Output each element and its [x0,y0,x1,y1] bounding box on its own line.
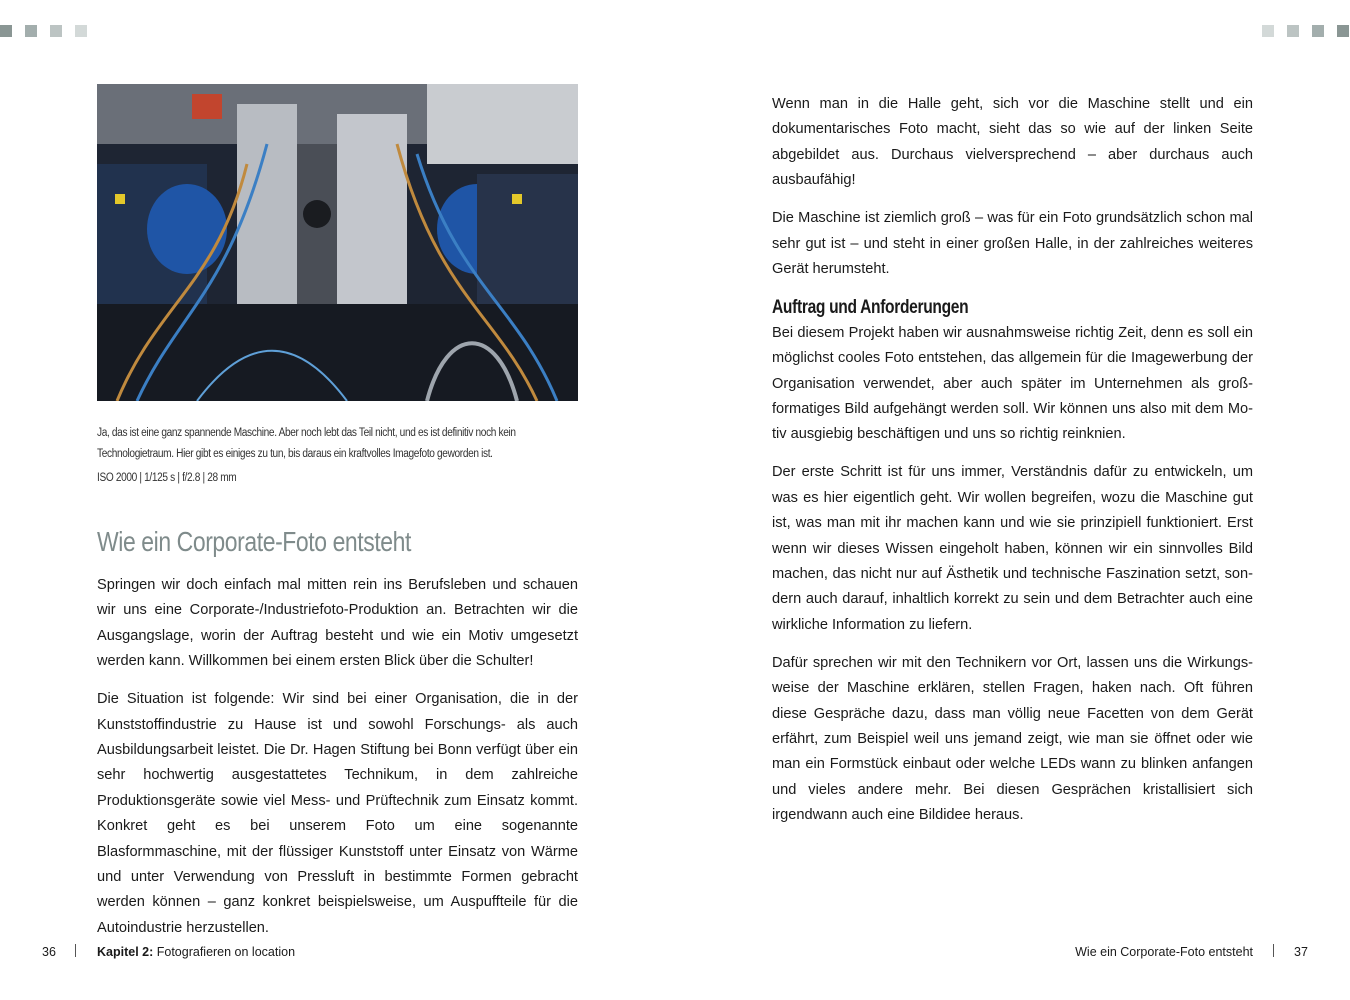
right-body [772,92,1253,841]
paragraph: Die Situation ist folgende: Wir sind bei einer Organisation, die in der Kunststoffindustrie zu Hause ist und sowohl Forschungs- als auch Ausbildungsarbeit leistet. Die Dr. Hagen Stiftung bei Bonn verfügt über ein sehr hochwertig ausgestattetes Technikum, in dem zahlreiche Produktionsgeräte sowie viel Mess- und Prüftechnik zum Einsatz kommt. Konkret geht es bei unserem Foto um eine sogenannte Blasformmaschine, mit der flüssiger Kunststoff unter Einsatz von Wärme und unter Verwendung von Pressluft in bestimmte Formen gebracht werden können – ganz konkret beispielsweise, um Auspuffteile für die Autoindustrie herzustellen. [97,691,578,936]
section-heading: Wie ein Corporate-Foto entsteht [97,526,411,557]
page-number-right: 37 [1294,945,1308,959]
footer-divider [1273,944,1274,957]
footer-chapter [97,945,295,959]
corner-square [75,25,87,37]
photo-caption: Ja, das ist eine ganz spannende Maschine. Aber noch lebt das Teil nicht, und es ist definitiv noch kein Technologietraum. Hier gibt es einiges zu tun, bis daraus ein kraftvolles Imagefoto geworden ist. [97,427,516,460]
paragraph: Der erste Schritt ist für uns immer, Verständnis dafür zu entwickeln, um was es hier eigentlich geht. Wir wollen begreifen, wozu die Maschine gut ist, was man mit ihr machen kann und wie sie prinzipiell funktioniert. Erst wenn wir dieses Wissen eingeholt haben, können wir ein sinnvolles Bild machen, das nicht nur auf Ästhetik und technische Faszination setzt, sondern auch darauf, inhaltlich korrekt zu sein und dem Betrachter auch eine wirkliche Information zu liefern. [772,464,1253,633]
photo-exif: ISO 2000 | 1/125 s | f/2.8 | 28 mm [97,472,237,484]
corner-square [25,25,37,37]
paragraph: Wenn man in die Halle geht, sich vor die Maschine stellt und ein dokumentarisches Foto macht, sieht das so wie auf der linken Seite abgebildet aus. Durchaus vielversprechend – aber durchaus auch ausbaufähig! [772,96,1253,189]
paragraph: Dafür sprechen wir mit den Technikern vor Ort, lassen uns die Wirkungsweise der Maschine erklären, stellen Fragen, haken nach. Oft führen diese Gespräche dazu, dass man völlig neue Facetten von dem Gerät erfährt, zum Beispiel weil uns jemand zeigt, wie man sie öffnet oder wie man ein Formstück einbaut oder welche LEDs wann zu blinken anfangen und vieles andere mehr. Bei diesen Gesprächen kristallisiert sich irgendwann auch eine Bildidee heraus. [772,654,1253,824]
corner-square [1262,25,1274,37]
machine-photo [97,84,578,401]
paragraph: Die Maschine ist ziemlich groß – was für ein Foto grundsätzlich schon mal sehr gut ist – und steht in einer großen Halle, in der zahlreiches weiteres Gerät herumsteht. [772,210,1253,277]
chapter-label: Kapitel 2: [97,945,154,959]
corner-square [1337,25,1349,37]
subheading: Auftrag und Anforderungen [772,296,969,318]
corner-square [0,25,12,37]
paragraph: Springen wir doch einfach mal mitten rein ins Berufsleben und schauen wir uns eine Corporate-/Industriefoto-Produktion an. Betrachten wir die Ausgangslage, worin der Auftrag besteht und wie ein Motiv umgesetzt werden kann. Willkommen bei einem ersten Blick über die Schulter! [97,577,578,670]
left-body [97,573,578,954]
chapter-title: Fotografieren on location [153,945,296,959]
footer-divider [75,944,76,957]
page-number-left: 36 [42,945,56,959]
corner-square [50,25,62,37]
corner-square [1312,25,1324,37]
corner-square [1287,25,1299,37]
footer-section: Wie ein Corporate-Foto entsteht [1075,945,1253,959]
paragraph: Bei diesem Projekt haben wir ausnahmsweise richtig Zeit, denn es soll ein möglichst cooles Foto entstehen, das allgemein für die Imagewerbung der Organisation verwendet, aber auch später im Unternehmen als großformatiges Bild aufgehängt werden soll. Wir können uns also mit dem Motiv ausgiebig beschäftigen und uns so richtig reinknien. [772,324,1253,443]
